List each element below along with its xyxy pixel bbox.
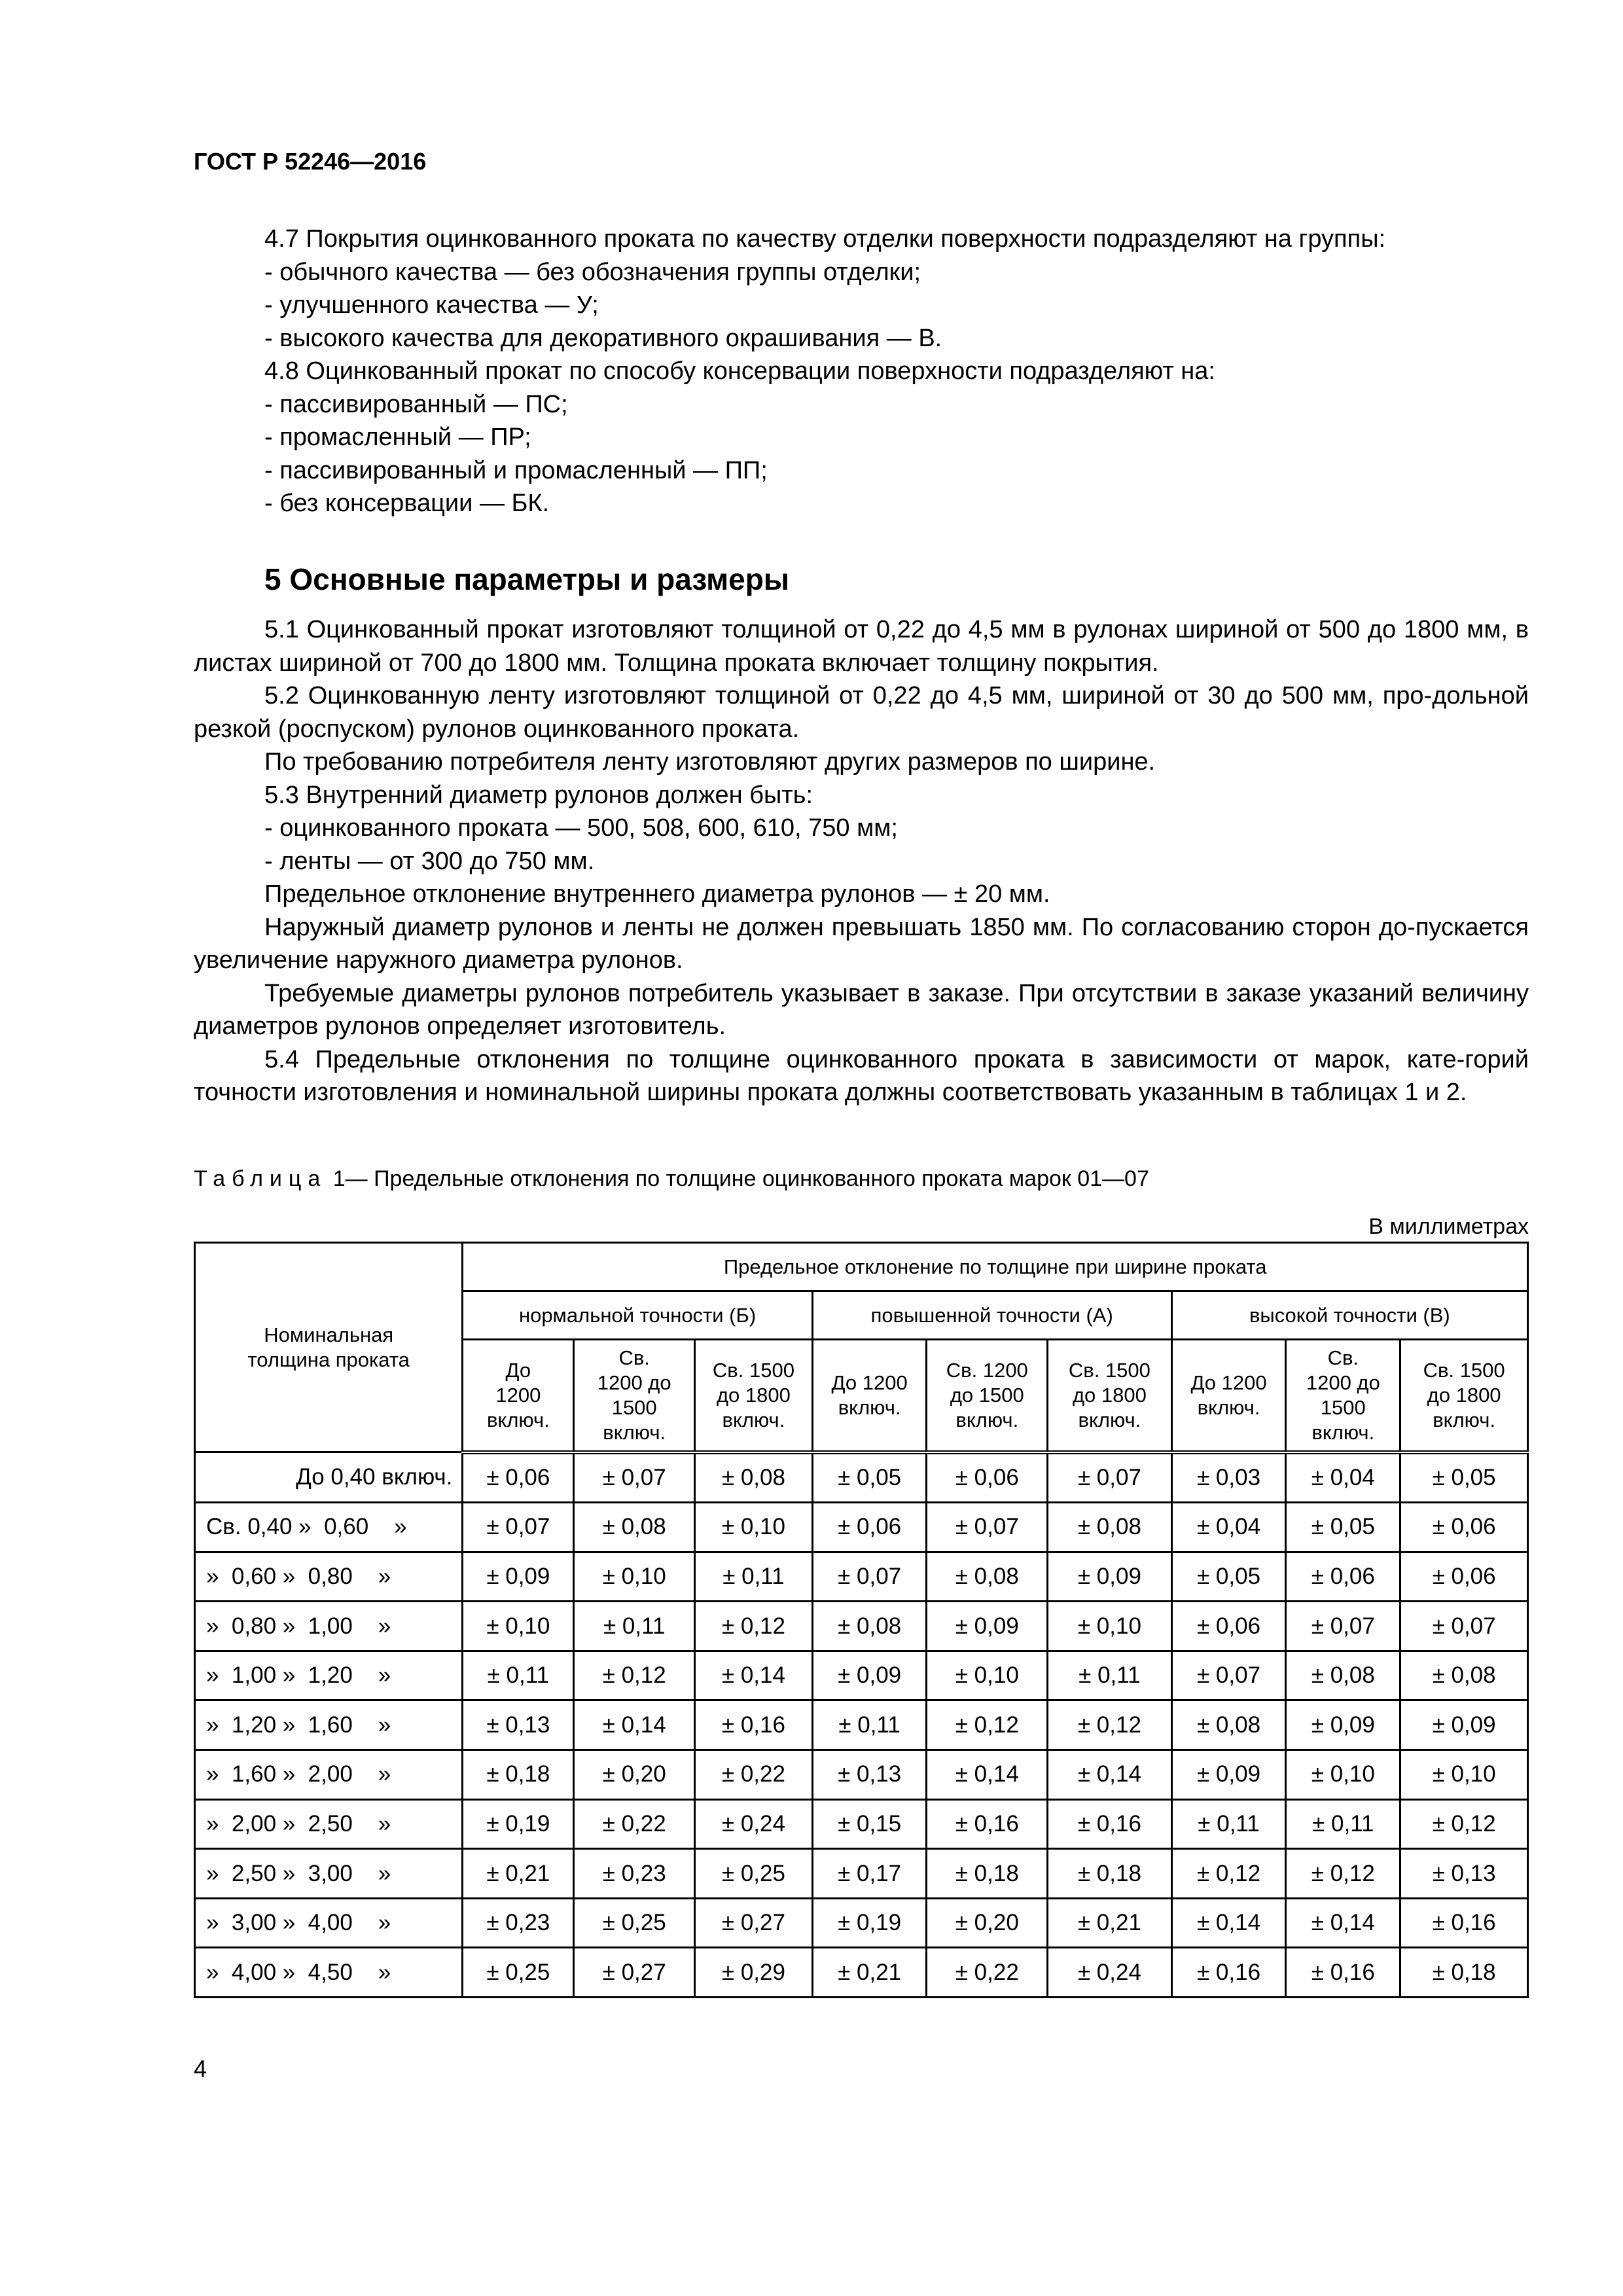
tolerance-cell: ± 0,07: [1048, 1452, 1172, 1503]
section-4-text: [194, 223, 1529, 520]
row-thickness-label: » 1,20 » 1,60 »: [195, 1700, 463, 1750]
tolerance-cell: ± 0,08: [574, 1503, 695, 1552]
tolerance-cell: ± 0,04: [1171, 1503, 1286, 1552]
list-item: - без консервации — БК.: [264, 490, 550, 517]
tolerance-cell: ± 0,12: [927, 1700, 1048, 1750]
tolerance-cell: ± 0,13: [1400, 1849, 1528, 1899]
tolerance-cell: ± 0,05: [1286, 1503, 1400, 1552]
list-item: - обычного качества — без обозначения группы отделки;: [264, 258, 921, 286]
row-thickness-label: » 0,80 » 1,00 »: [195, 1602, 463, 1651]
list-item: - промасленный — ПР;: [264, 423, 531, 451]
header-accuracy-increased: повышенной точности (А): [812, 1291, 1171, 1340]
row-thickness-label: » 2,00 » 2,50 »: [195, 1799, 463, 1849]
header-width: Св. 1500 до 1800 включ.: [695, 1340, 813, 1452]
list-item: - оцинкованного проката — 500, 508, 600, 610, 750 мм;: [264, 814, 898, 842]
tolerance-cell: ± 0,05: [812, 1452, 927, 1503]
tolerance-cell: ± 0,08: [1171, 1700, 1286, 1750]
tolerance-cell: ± 0,11: [574, 1602, 695, 1651]
tolerance-cell: ± 0,16: [1171, 1948, 1286, 1998]
tolerance-cell: ± 0,09: [927, 1602, 1048, 1651]
tolerance-cell: ± 0,17: [812, 1849, 927, 1899]
tolerance-cell: ± 0,14: [695, 1651, 813, 1700]
tolerance-cell: ± 0,22: [695, 1750, 813, 1800]
paragraph: Предельное отклонение внутреннего диаметра рулонов — ± 20 мм.: [264, 880, 1050, 908]
header-nominal-thickness: Номинальная толщина проката: [195, 1243, 463, 1452]
section-5-text: [194, 613, 1529, 1109]
tolerance-cell: ± 0,25: [695, 1849, 813, 1899]
paragraph: По требованию потребителя ленту изготовляют других размеров по ширине.: [264, 748, 1156, 776]
tolerance-cell: ± 0,13: [463, 1700, 574, 1750]
tolerance-cell: ± 0,05: [1171, 1552, 1286, 1602]
table-caption-word: Таблица: [194, 1166, 327, 1191]
tolerance-cell: ± 0,20: [574, 1750, 695, 1800]
tolerance-cell: ± 0,21: [1048, 1898, 1172, 1948]
tolerance-cell: ± 0,19: [463, 1799, 574, 1849]
tolerance-cell: ± 0,09: [812, 1651, 927, 1700]
list-item: - высокого качества для декоративного окрашивания — В.: [264, 324, 942, 352]
tolerance-cell: ± 0,04: [1286, 1452, 1400, 1503]
tolerance-cell: ± 0,09: [1400, 1700, 1528, 1750]
table-units: В миллиметрах: [1368, 1214, 1529, 1239]
tolerance-cell: ± 0,07: [1400, 1602, 1528, 1651]
table-row: [195, 1700, 1528, 1750]
tolerance-cell: ± 0,24: [695, 1799, 813, 1849]
row-thickness-label: » 1,60 » 2,00 »: [195, 1750, 463, 1800]
tolerance-cell: ± 0,14: [927, 1750, 1048, 1800]
list-item: - улучшенного качества — У;: [264, 291, 599, 319]
tolerance-cell: ± 0,06: [812, 1503, 927, 1552]
tolerance-cell: ± 0,08: [1400, 1651, 1528, 1700]
tolerance-cell: ± 0,11: [463, 1651, 574, 1700]
tolerance-cell: ± 0,11: [1286, 1799, 1400, 1849]
paragraph-4-7: 4.7 Покрытия оцинкованного проката по качеству отделки поверхности подразделяют на группы:: [264, 225, 1386, 253]
tolerance-cell: ± 0,10: [463, 1602, 574, 1651]
header-group: Предельное отклонение по толщине при ширине проката: [463, 1243, 1528, 1291]
tolerance-cell: ± 0,10: [927, 1651, 1048, 1700]
tolerance-cell: ± 0,12: [695, 1602, 813, 1651]
tolerance-cell: ± 0,23: [574, 1849, 695, 1899]
tolerance-cell: ± 0,11: [812, 1700, 927, 1750]
tolerance-cell: ± 0,23: [463, 1898, 574, 1948]
header-accuracy-normal: нормальной точности (Б): [463, 1291, 812, 1340]
tolerance-cell: ± 0,03: [1171, 1452, 1286, 1503]
table-row: [195, 1602, 1528, 1651]
table-row: [195, 1799, 1528, 1849]
tolerance-cell: ± 0,09: [1171, 1750, 1286, 1800]
tolerance-cell: ± 0,29: [695, 1948, 813, 1998]
tolerance-table: [194, 1242, 1529, 1998]
tolerance-cell: ± 0,14: [1048, 1750, 1172, 1800]
tolerance-cell: ± 0,06: [1171, 1602, 1286, 1651]
row-thickness-label: » 4,00 » 4,50 »: [195, 1948, 463, 1998]
table-row: [195, 1948, 1528, 1998]
table-row: [195, 1849, 1528, 1899]
tolerance-cell: ± 0,16: [927, 1799, 1048, 1849]
document-id: ГОСТ Р 52246—2016: [194, 148, 427, 175]
tolerance-cell: ± 0,07: [927, 1503, 1048, 1552]
page-number: 4: [194, 2055, 207, 2082]
tolerance-cell: ± 0,05: [1400, 1452, 1528, 1503]
row-thickness-label: » 1,00 » 1,20 »: [195, 1651, 463, 1700]
tolerance-cell: ± 0,11: [695, 1552, 813, 1602]
tolerance-cell: ± 0,18: [927, 1849, 1048, 1899]
header-width: До 1200 включ.: [1171, 1340, 1286, 1452]
header-width: Св. 1500 до 1800 включ.: [1400, 1340, 1528, 1452]
tolerance-cell: ± 0,22: [927, 1948, 1048, 1998]
tolerance-cell: ± 0,20: [927, 1898, 1048, 1948]
tolerance-cell: ± 0,12: [1400, 1799, 1528, 1849]
paragraph: Требуемые диаметры рулонов потребитель указывает в заказе. При отсутствии в заказе указаний величину диаметров рулонов определяет изготовитель.: [194, 979, 1529, 1040]
tolerance-cell: ± 0,08: [1286, 1651, 1400, 1700]
list-item: - ленты — от 300 до 750 мм.: [264, 847, 595, 875]
paragraph-5-4: 5.4 Предельные отклонения по толщине оцинкованного проката в зависимости от марок, кате-горий точности изготовления и номинальной ширины проката должны соответствовать указанным в таблицах 1 и 2.: [194, 1045, 1529, 1106]
tolerance-cell: ± 0,06: [1400, 1552, 1528, 1602]
tolerance-cell: ± 0,08: [927, 1552, 1048, 1602]
tolerance-cell: ± 0,06: [1400, 1503, 1528, 1552]
row-thickness-label: Св. 0,40 » 0,60 »: [195, 1503, 463, 1552]
tolerance-cell: ± 0,07: [1286, 1602, 1400, 1651]
row-thickness-label: » 3,00 » 4,00 »: [195, 1898, 463, 1948]
tolerance-cell: ± 0,16: [695, 1700, 813, 1750]
header-width: Св. 1500 до 1800 включ.: [1048, 1340, 1172, 1452]
tolerance-cell: ± 0,07: [812, 1552, 927, 1602]
table-row: [195, 1552, 1528, 1602]
table-caption: [194, 1166, 1149, 1192]
tolerance-cell: ± 0,27: [695, 1898, 813, 1948]
tolerance-cell: ± 0,21: [812, 1948, 927, 1998]
tolerance-cell: ± 0,16: [1400, 1898, 1528, 1948]
tolerance-cell: ± 0,24: [1048, 1948, 1172, 1998]
tolerance-cell: ± 0,07: [1171, 1651, 1286, 1700]
tolerance-cell: ± 0,08: [1048, 1503, 1172, 1552]
tolerance-cell: ± 0,06: [463, 1452, 574, 1503]
table-row: [195, 1651, 1528, 1700]
header-width: Св. 1200 до 1500 включ.: [574, 1340, 695, 1452]
paragraph-5-2: 5.2 Оцинкованную ленту изготовляют толщиной от 0,22 до 4,5 мм, шириной от 30 до 500 мм, про-дольной резкой (роспуском) рулонов оцинкованного проката.: [194, 682, 1529, 743]
tolerance-cell: ± 0,12: [1171, 1849, 1286, 1899]
tolerance-cell: ± 0,27: [574, 1948, 695, 1998]
tolerance-cell: ± 0,09: [1286, 1700, 1400, 1750]
tolerance-cell: ± 0,07: [574, 1452, 695, 1503]
list-item: - пассивированный — ПС;: [264, 390, 568, 418]
paragraph: Наружный диаметр рулонов и ленты не должен превышать 1850 мм. По согласованию сторон до-пускается увеличение наружного диаметра рулонов.: [194, 913, 1529, 974]
tolerance-cell: ± 0,25: [463, 1948, 574, 1998]
header-accuracy-high: высокой точности (В): [1171, 1291, 1527, 1340]
table-caption-text: 1— Предельные отклонения по толщине оцинкованного проката марок 01—07: [332, 1166, 1149, 1191]
tolerance-cell: ± 0,06: [927, 1452, 1048, 1503]
tolerance-cell: ± 0,09: [463, 1552, 574, 1602]
tolerance-cell: ± 0,10: [574, 1552, 695, 1602]
tolerance-cell: ± 0,06: [1286, 1552, 1400, 1602]
tolerance-cell: ± 0,10: [1286, 1750, 1400, 1800]
header-width: Св. 1200 до 1500 включ.: [1286, 1340, 1400, 1452]
header-width: До 1200 включ.: [812, 1340, 927, 1452]
tolerance-cell: ± 0,07: [463, 1503, 574, 1552]
tolerance-cell: ± 0,10: [695, 1503, 813, 1552]
tolerance-cell: ± 0,18: [463, 1750, 574, 1800]
tolerance-cell: ± 0,11: [1171, 1799, 1286, 1849]
header-width: До 1200 включ.: [463, 1340, 574, 1452]
tolerance-cell: ± 0,11: [1048, 1651, 1172, 1700]
table-row: [195, 1898, 1528, 1948]
tolerance-cell: ± 0,14: [574, 1700, 695, 1750]
tolerance-cell: ± 0,10: [1048, 1602, 1172, 1651]
header-width: Св. 1200 до 1500 включ.: [927, 1340, 1048, 1452]
section-5-title: 5 Основные параметры и размеры: [264, 562, 790, 596]
table-row: [195, 1750, 1528, 1800]
paragraph-5-1: 5.1 Оцинкованный прокат изготовляют толщиной от 0,22 до 4,5 мм в рулонах шириной от 500 до 1800 мм, в листах шириной от 700 до 1800 мм. Толщина проката включает толщину покрытия.: [194, 616, 1529, 677]
tolerance-cell: ± 0,16: [1048, 1799, 1172, 1849]
tolerance-cell: ± 0,14: [1286, 1898, 1400, 1948]
tolerance-cell: ± 0,12: [1286, 1849, 1400, 1899]
tolerance-cell: ± 0,22: [574, 1799, 695, 1849]
row-thickness-label: » 2,50 » 3,00 »: [195, 1849, 463, 1899]
tolerance-cell: ± 0,25: [574, 1898, 695, 1948]
tolerance-cell: ± 0,09: [1048, 1552, 1172, 1602]
row-thickness-label: » 0,60 » 0,80 »: [195, 1552, 463, 1602]
table-row: [195, 1452, 1528, 1503]
tolerance-cell: ± 0,12: [574, 1651, 695, 1700]
table-row: [195, 1503, 1528, 1552]
paragraph-4-8: 4.8 Оцинкованный прокат по способу консервации поверхности подразделяют на:: [264, 357, 1215, 385]
list-item: - пассивированный и промасленный — ПП;: [264, 456, 768, 484]
tolerance-cell: ± 0,08: [812, 1602, 927, 1651]
row-thickness-label: До 0,40 включ.: [195, 1452, 463, 1503]
tolerance-cell: ± 0,18: [1048, 1849, 1172, 1899]
tolerance-cell: ± 0,10: [1400, 1750, 1528, 1800]
paragraph-5-3: 5.3 Внутренний диаметр рулонов должен быть:: [264, 781, 813, 809]
tolerance-cell: ± 0,21: [463, 1849, 574, 1899]
tolerance-cell: ± 0,12: [1048, 1700, 1172, 1750]
tolerance-cell: ± 0,16: [1286, 1948, 1400, 1998]
tolerance-cell: ± 0,14: [1171, 1898, 1286, 1948]
tolerance-cell: ± 0,08: [695, 1452, 813, 1503]
tolerance-cell: ± 0,19: [812, 1898, 927, 1948]
tolerance-cell: ± 0,15: [812, 1799, 927, 1849]
tolerance-cell: ± 0,18: [1400, 1948, 1528, 1998]
tolerance-cell: ± 0,13: [812, 1750, 927, 1800]
